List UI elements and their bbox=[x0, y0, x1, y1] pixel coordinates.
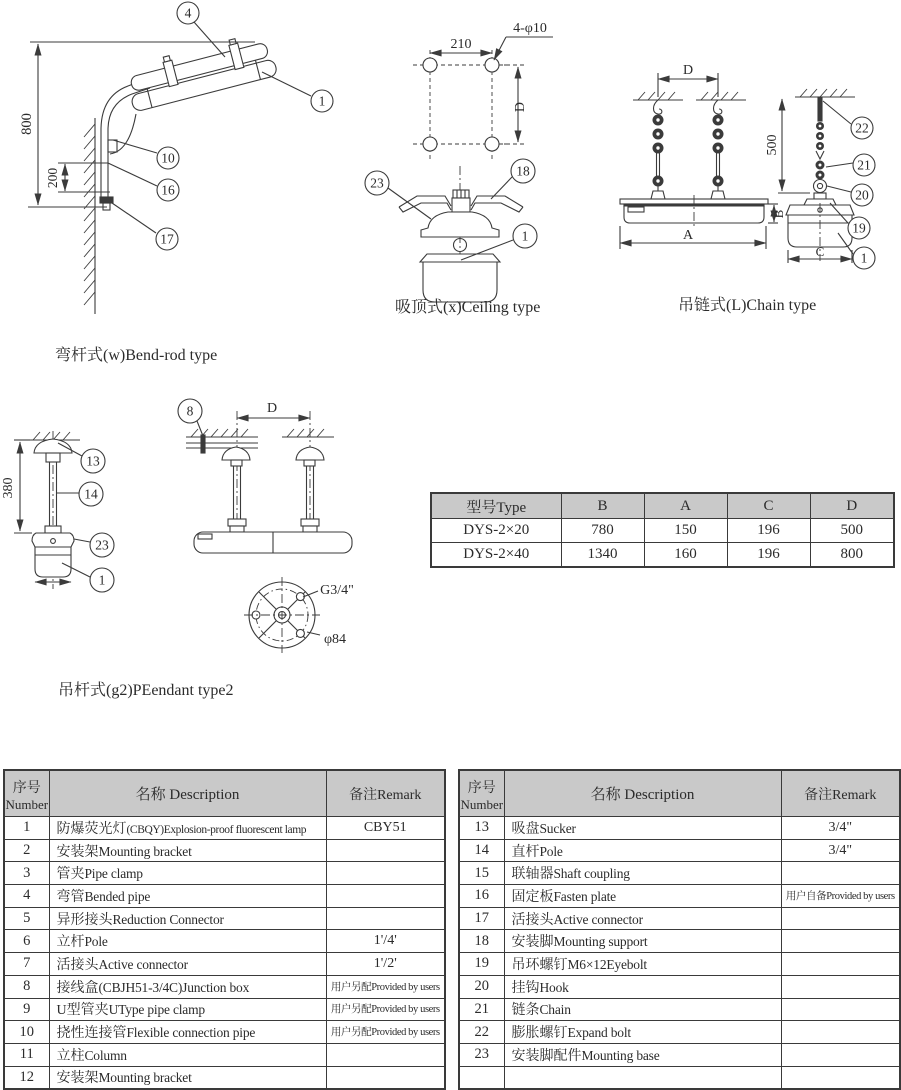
part-name-zh: U型管夹 bbox=[56, 1003, 109, 1019]
part-name-en: Pole bbox=[539, 843, 563, 859]
parts-row bbox=[459, 953, 900, 976]
part-description bbox=[49, 817, 326, 840]
callout-21-number: 21 bbox=[857, 157, 871, 173]
part-number: 9 bbox=[4, 998, 49, 1021]
part-number: 2 bbox=[4, 839, 49, 862]
lamp-body bbox=[123, 31, 278, 113]
spec-col-b: B bbox=[561, 493, 644, 519]
parts-left-header-row bbox=[4, 770, 445, 817]
bend-rod-label: 弯杆式(w)Bend-rod type bbox=[55, 347, 218, 364]
parts-row bbox=[4, 953, 445, 976]
part-description bbox=[504, 1021, 781, 1044]
part-description bbox=[49, 930, 326, 953]
part-name-zh: 联轴器 bbox=[511, 867, 554, 883]
part-description bbox=[504, 817, 781, 840]
spec-cell-type: DYS-2×40 bbox=[431, 543, 561, 568]
part-name-zh: 异形接头 bbox=[56, 912, 113, 928]
chain-label: 吊链式(L)Chain type bbox=[678, 297, 817, 314]
part-remark bbox=[326, 885, 445, 908]
dim-500-text: 500 bbox=[765, 134, 780, 156]
part-name-zh: 挠性连接管 bbox=[56, 1026, 127, 1042]
spec-cell-b: 780 bbox=[561, 519, 644, 543]
part-description bbox=[49, 998, 326, 1021]
model-spec-table bbox=[430, 492, 895, 568]
part-number: 3 bbox=[4, 862, 49, 885]
parts-row bbox=[459, 839, 900, 862]
part-number: 13 bbox=[459, 817, 504, 840]
parts-row bbox=[4, 998, 445, 1021]
callout-23-number: 23 bbox=[370, 175, 384, 191]
part-name-zh: 固定板 bbox=[511, 889, 554, 905]
part-name-zh: 活接头 bbox=[56, 957, 99, 973]
part-name-en: Hook bbox=[539, 979, 569, 995]
part-remark bbox=[326, 975, 445, 998]
parts-row bbox=[4, 1066, 445, 1089]
dia-note-text: φ84 bbox=[323, 632, 347, 647]
part-remark bbox=[781, 817, 900, 840]
part-description bbox=[49, 839, 326, 862]
dim-210-text: 210 bbox=[450, 37, 472, 52]
part-description bbox=[504, 839, 781, 862]
flexible-pipe bbox=[110, 114, 136, 154]
pendant-label: 吊杆式(g2)PEendant type2 bbox=[58, 682, 234, 699]
header-number-en: Number bbox=[5, 796, 49, 812]
callout-19-number: 19 bbox=[852, 220, 866, 236]
part-remark-text: 3/4" bbox=[828, 819, 853, 835]
parts-row bbox=[4, 862, 445, 885]
parts-row bbox=[4, 885, 445, 908]
spec-cell-c: 196 bbox=[727, 543, 810, 568]
part-name-zh: 吊环螺钉 bbox=[511, 957, 568, 973]
part-remark bbox=[781, 930, 900, 953]
double-rod-view bbox=[186, 411, 352, 553]
flange-view bbox=[244, 577, 320, 653]
part-remark bbox=[326, 817, 445, 840]
ceiling-fixture bbox=[399, 166, 523, 314]
part-name-zh: 安装脚配件 bbox=[511, 1048, 582, 1064]
part-number: 4 bbox=[4, 885, 49, 908]
dim-b-text: B bbox=[771, 209, 786, 219]
ceiling-label: 吸顶式(x)Ceiling type bbox=[395, 299, 541, 316]
part-name-zh: 安装架 bbox=[56, 1071, 99, 1087]
dim-380-text: 380 bbox=[1, 477, 16, 499]
ceiling-drawing bbox=[343, 14, 578, 319]
part-name-zh: 立柱 bbox=[56, 1048, 85, 1064]
callout-8-number: 8 bbox=[186, 403, 194, 419]
part-name-en: (CBQY)Explosion-proof fluorescent lamp bbox=[126, 823, 307, 836]
parts-row bbox=[4, 975, 445, 998]
parts-right-header-row bbox=[459, 770, 900, 817]
callout-1-number: 1 bbox=[98, 572, 106, 588]
part-number: 10 bbox=[4, 1021, 49, 1044]
part-remark bbox=[781, 998, 900, 1021]
part-description bbox=[49, 975, 326, 998]
part-number: 11 bbox=[4, 1043, 49, 1066]
part-remark bbox=[781, 862, 900, 885]
wall-fitting bbox=[100, 197, 113, 210]
holes-note-text: 4-φ10 bbox=[513, 21, 547, 36]
part-remark-text: 3/4" bbox=[828, 842, 853, 858]
spec-cell-d: 800 bbox=[810, 543, 894, 568]
callout-10-number: 10 bbox=[161, 150, 175, 166]
part-name-en: Pole bbox=[84, 934, 108, 950]
parts-row bbox=[4, 907, 445, 930]
part-description bbox=[504, 907, 781, 930]
parts-row bbox=[459, 817, 900, 840]
header-remark: 备注Remark bbox=[781, 770, 900, 817]
dimension-500 bbox=[778, 99, 810, 193]
part-name-zh: 挂钩 bbox=[511, 980, 540, 996]
part-description bbox=[49, 907, 326, 930]
part-remark-text: 1'/4' bbox=[373, 933, 397, 949]
part-name-zh: 链条 bbox=[511, 1003, 540, 1019]
part-remark bbox=[326, 1043, 445, 1066]
header-number-zh: 序号 bbox=[467, 780, 496, 796]
parts-row bbox=[4, 1043, 445, 1066]
spec-row bbox=[431, 543, 894, 568]
part-name-en: Sucker bbox=[539, 820, 576, 836]
part-remark bbox=[781, 907, 900, 930]
header-number-zh: 序号 bbox=[12, 780, 41, 796]
dim-d-text: D bbox=[513, 101, 528, 113]
spec-cell-d: 500 bbox=[810, 519, 894, 543]
single-rod-view bbox=[28, 431, 80, 589]
part-name-zh: 膨胀螺钉 bbox=[511, 1026, 568, 1042]
part-description bbox=[504, 862, 781, 885]
part-remark bbox=[326, 1066, 445, 1089]
part-number: 1 bbox=[4, 817, 49, 840]
part-name-zh: 立杆 bbox=[56, 935, 85, 951]
part-name-zh: 弯管 bbox=[56, 889, 85, 905]
part-name-en: Column bbox=[84, 1047, 127, 1063]
parts-row bbox=[459, 930, 900, 953]
part-remark bbox=[326, 953, 445, 976]
part-remark bbox=[326, 930, 445, 953]
parts-row bbox=[459, 885, 900, 908]
header-number-en: Number bbox=[460, 796, 504, 812]
part-number: 16 bbox=[459, 885, 504, 908]
part-number: 21 bbox=[459, 998, 504, 1021]
part-remark-text: 用户另配Provided by users bbox=[330, 1027, 440, 1039]
part-remark bbox=[781, 1043, 900, 1066]
spec-col-type: 型号Type bbox=[431, 493, 561, 519]
part-number: 22 bbox=[459, 1021, 504, 1044]
thread-note-text: G3/4" bbox=[320, 583, 354, 598]
part-number: 7 bbox=[4, 953, 49, 976]
part-number: 12 bbox=[4, 1066, 49, 1089]
part-remark bbox=[326, 862, 445, 885]
empty-cell bbox=[459, 1066, 504, 1089]
header-number bbox=[459, 770, 504, 817]
part-name-zh: 管夹 bbox=[56, 867, 85, 883]
part-name-zh: 安装脚 bbox=[511, 935, 554, 951]
part-remark bbox=[781, 975, 900, 998]
dimension-200 bbox=[58, 163, 110, 192]
part-description bbox=[504, 885, 781, 908]
part-description bbox=[49, 885, 326, 908]
part-description bbox=[49, 1021, 326, 1044]
spec-cell-a: 160 bbox=[644, 543, 727, 568]
spec-col-a: A bbox=[644, 493, 727, 519]
part-remark-text: CBY51 bbox=[363, 819, 407, 835]
parts-row bbox=[459, 907, 900, 930]
parts-row bbox=[4, 1021, 445, 1044]
spec-cell-b: 1340 bbox=[561, 543, 644, 568]
part-description bbox=[504, 930, 781, 953]
part-remark-text: 用户自备Provided by users bbox=[785, 890, 895, 902]
part-number: 19 bbox=[459, 953, 504, 976]
parts-row bbox=[459, 975, 900, 998]
part-name-en: Mounting base bbox=[581, 1047, 660, 1063]
part-name-en: Active connector bbox=[98, 956, 188, 972]
part-number: 17 bbox=[459, 907, 504, 930]
part-remark bbox=[326, 907, 445, 930]
hanging-chains bbox=[651, 100, 725, 199]
part-description bbox=[49, 953, 326, 976]
part-name-en: Chain bbox=[539, 1002, 571, 1018]
parts-row bbox=[4, 817, 445, 840]
part-name-en: Pipe clamp bbox=[84, 866, 143, 882]
parts-table-left bbox=[3, 769, 446, 1090]
header-description: 名称 Description bbox=[504, 770, 781, 817]
part-description bbox=[504, 975, 781, 998]
part-remark bbox=[781, 839, 900, 862]
header-description: 名称 Description bbox=[49, 770, 326, 817]
part-description bbox=[504, 953, 781, 976]
part-description bbox=[504, 1043, 781, 1066]
dim-d-text: D bbox=[266, 401, 278, 416]
callout-17-number: 17 bbox=[160, 231, 174, 247]
part-name-en: Mounting bracket bbox=[98, 1070, 192, 1086]
part-name-en: Shaft coupling bbox=[553, 866, 630, 882]
part-name-en: Mounting support bbox=[553, 934, 648, 950]
wall bbox=[84, 118, 95, 314]
part-number: 14 bbox=[459, 839, 504, 862]
bolt-pattern bbox=[413, 50, 511, 159]
part-description bbox=[504, 998, 781, 1021]
spec-cell-c: 196 bbox=[727, 519, 810, 543]
dim-200-text: 200 bbox=[45, 167, 60, 189]
part-name-zh: 防爆荧光灯 bbox=[56, 821, 127, 837]
part-number: 6 bbox=[4, 930, 49, 953]
part-remark bbox=[781, 885, 900, 908]
chain-drawing bbox=[600, 53, 900, 318]
parts-row bbox=[459, 1043, 900, 1066]
part-remark bbox=[326, 839, 445, 862]
callout-1 bbox=[62, 563, 114, 592]
part-description bbox=[49, 862, 326, 885]
spec-cell-type: DYS-2×20 bbox=[431, 519, 561, 543]
callout-23-number: 23 bbox=[95, 537, 109, 553]
dimension-380 bbox=[14, 440, 32, 533]
part-name-en: Reduction Connector bbox=[112, 911, 224, 927]
spec-col-c: C bbox=[727, 493, 810, 519]
part-name-en: Bended pipe bbox=[84, 888, 151, 904]
parts-row bbox=[4, 839, 445, 862]
part-name-en: Mounting bracket bbox=[98, 843, 192, 859]
empty-cell bbox=[504, 1066, 781, 1089]
parts-row bbox=[459, 998, 900, 1021]
holes-note-leader bbox=[494, 37, 553, 60]
part-name-en: Fasten plate bbox=[553, 888, 616, 904]
part-number: 8 bbox=[4, 975, 49, 998]
part-description bbox=[49, 1043, 326, 1066]
parts-row bbox=[459, 862, 900, 885]
callout-18-number: 18 bbox=[516, 163, 530, 179]
part-remark bbox=[326, 1021, 445, 1044]
empty-cell bbox=[781, 1066, 900, 1089]
callout-1-number: 1 bbox=[318, 93, 326, 109]
dim-800-text: 800 bbox=[19, 113, 35, 135]
bend-rod-drawing bbox=[0, 2, 345, 364]
part-remark bbox=[781, 953, 900, 976]
callout-13-number: 13 bbox=[86, 453, 100, 469]
spec-header-row bbox=[431, 493, 894, 519]
part-number: 18 bbox=[459, 930, 504, 953]
dim-c-text: C bbox=[815, 244, 825, 259]
parts-row bbox=[459, 1021, 900, 1044]
part-number: 23 bbox=[459, 1043, 504, 1066]
lamp-bar bbox=[620, 195, 768, 229]
part-name-en: Flexible connection pipe bbox=[126, 1025, 256, 1041]
chain-detail bbox=[814, 97, 827, 199]
callout-14-number: 14 bbox=[84, 486, 98, 502]
part-name-en: Active connector bbox=[553, 911, 643, 927]
header-number bbox=[4, 770, 49, 817]
part-description bbox=[49, 1066, 326, 1089]
part-remark bbox=[326, 998, 445, 1021]
header-remark: 备注Remark bbox=[326, 770, 445, 817]
dim-d-text: D bbox=[682, 63, 694, 78]
part-remark bbox=[781, 1021, 900, 1044]
spec-row bbox=[431, 519, 894, 543]
part-remark-text: 用户另配Provided by users bbox=[330, 1004, 440, 1016]
part-name-zh: 活接头 bbox=[511, 912, 554, 928]
part-number: 5 bbox=[4, 907, 49, 930]
part-name-zh: 安装架 bbox=[56, 844, 99, 860]
part-name-zh: 直杆 bbox=[511, 844, 540, 860]
empty-row bbox=[459, 1066, 900, 1089]
callout-4-number: 4 bbox=[184, 5, 192, 21]
part-name-en: M6×12Eyebolt bbox=[567, 956, 647, 972]
callout-16-number: 16 bbox=[161, 182, 175, 198]
parts-table-right bbox=[458, 769, 901, 1090]
callout-22-number: 22 bbox=[855, 120, 869, 136]
spec-cell-a: 150 bbox=[644, 519, 727, 543]
part-number: 15 bbox=[459, 862, 504, 885]
part-name-en: UType pipe clamp bbox=[108, 1002, 205, 1018]
parts-row bbox=[4, 930, 445, 953]
dim-a-text: A bbox=[682, 228, 694, 243]
callout-1-number: 1 bbox=[860, 250, 868, 266]
callout-1-number: 1 bbox=[521, 228, 529, 244]
part-name-zh: 接线盒 bbox=[56, 980, 99, 996]
part-number: 20 bbox=[459, 975, 504, 998]
part-name-zh: 吸盘 bbox=[511, 821, 540, 837]
part-name-en: Expand bolt bbox=[567, 1025, 631, 1041]
part-name-en: (CBJH51-3/4C)Junction box bbox=[98, 979, 250, 995]
pendant-drawing bbox=[0, 393, 360, 708]
part-remark-text: 用户另配Provided by users bbox=[330, 981, 440, 993]
callout-20-number: 20 bbox=[855, 187, 869, 203]
part-remark-text: 1'/2' bbox=[373, 955, 397, 971]
spec-col-d: D bbox=[810, 493, 894, 519]
